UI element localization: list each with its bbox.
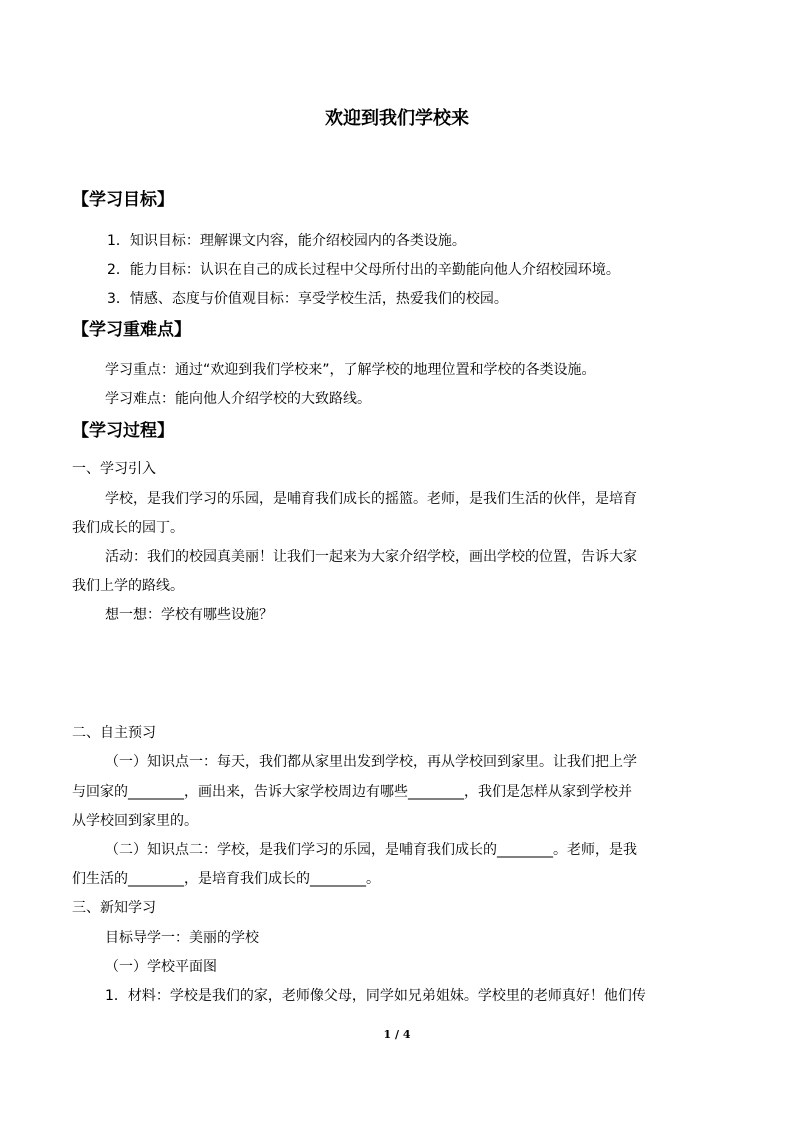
goal-item: 1．知识目标：理解课文内容，能介绍校园内的各类设施。 bbox=[107, 233, 466, 249]
document-title: 欢迎到我们学校来 bbox=[325, 108, 469, 129]
paragraph-line: 活动：我们的校园真美丽！让我们一起来为大家介绍学校，画出学校的位置，告诉大家 bbox=[105, 549, 637, 565]
paragraph-line: 1．材料：学校是我们的家，老师像父母，同学如兄弟姐妹。学校里的老师真好！他们传 bbox=[105, 988, 646, 1004]
learning-process-heading: 【学习过程】 bbox=[72, 421, 174, 441]
paragraph-line: （一）学校平面图 bbox=[105, 959, 217, 975]
paragraph-line: 想一想：学校有哪些设施？ bbox=[105, 607, 273, 623]
paragraph-line: 们生活的________，是培育我们成长的________。 bbox=[72, 871, 380, 887]
paragraph-line: （二）知识点二：学校，是我们学习的乐园，是哺育我们成长的________。老师，是我 bbox=[105, 842, 637, 858]
paragraph-line: （一）知识点一：每天，我们都从家里出发到学校，再从学校回到家里。让我们把上学 bbox=[105, 754, 637, 770]
page-number: 1 / 4 bbox=[383, 1028, 411, 1041]
part3-heading: 三、新知学习 bbox=[72, 900, 156, 916]
key-point-item: 学习重点：通过“欢迎到我们学校来”，了解学校的地理位置和学校的各类设施。 bbox=[105, 362, 596, 378]
key-point-item: 学习难点：能向他人介绍学校的大致路线。 bbox=[105, 391, 371, 407]
paragraph-line: 我们上学的路线。 bbox=[72, 578, 184, 594]
paragraph-line: 我们成长的园丁。 bbox=[72, 520, 184, 536]
paragraph-line: 从学校回到家里的。 bbox=[72, 813, 198, 829]
paragraph-line: 目标导学一：美丽的学校 bbox=[105, 930, 259, 946]
part1-heading: 一、学习引入 bbox=[72, 461, 156, 477]
key-points-heading: 【学习重难点】 bbox=[72, 320, 191, 340]
part2-heading: 二、自主预习 bbox=[72, 725, 156, 741]
goal-item: 2．能力目标：认识在自己的成长过程中父母所付出的辛勤能向他人介绍校园环境。 bbox=[107, 262, 620, 278]
learning-goals-heading: 【学习目标】 bbox=[72, 190, 174, 210]
paragraph-line: 与回家的________，画出来，告诉大家学校周边有哪些________，我们是怎样从家到学校并 bbox=[72, 784, 632, 800]
goal-item: 3．情感、态度与价值观目标：享受学校生活，热爱我们的校园。 bbox=[107, 291, 508, 307]
paragraph-line: 学校，是我们学习的乐园，是哺育我们成长的摇篮。老师，是我们生活的伙伴，是培育 bbox=[105, 491, 637, 507]
